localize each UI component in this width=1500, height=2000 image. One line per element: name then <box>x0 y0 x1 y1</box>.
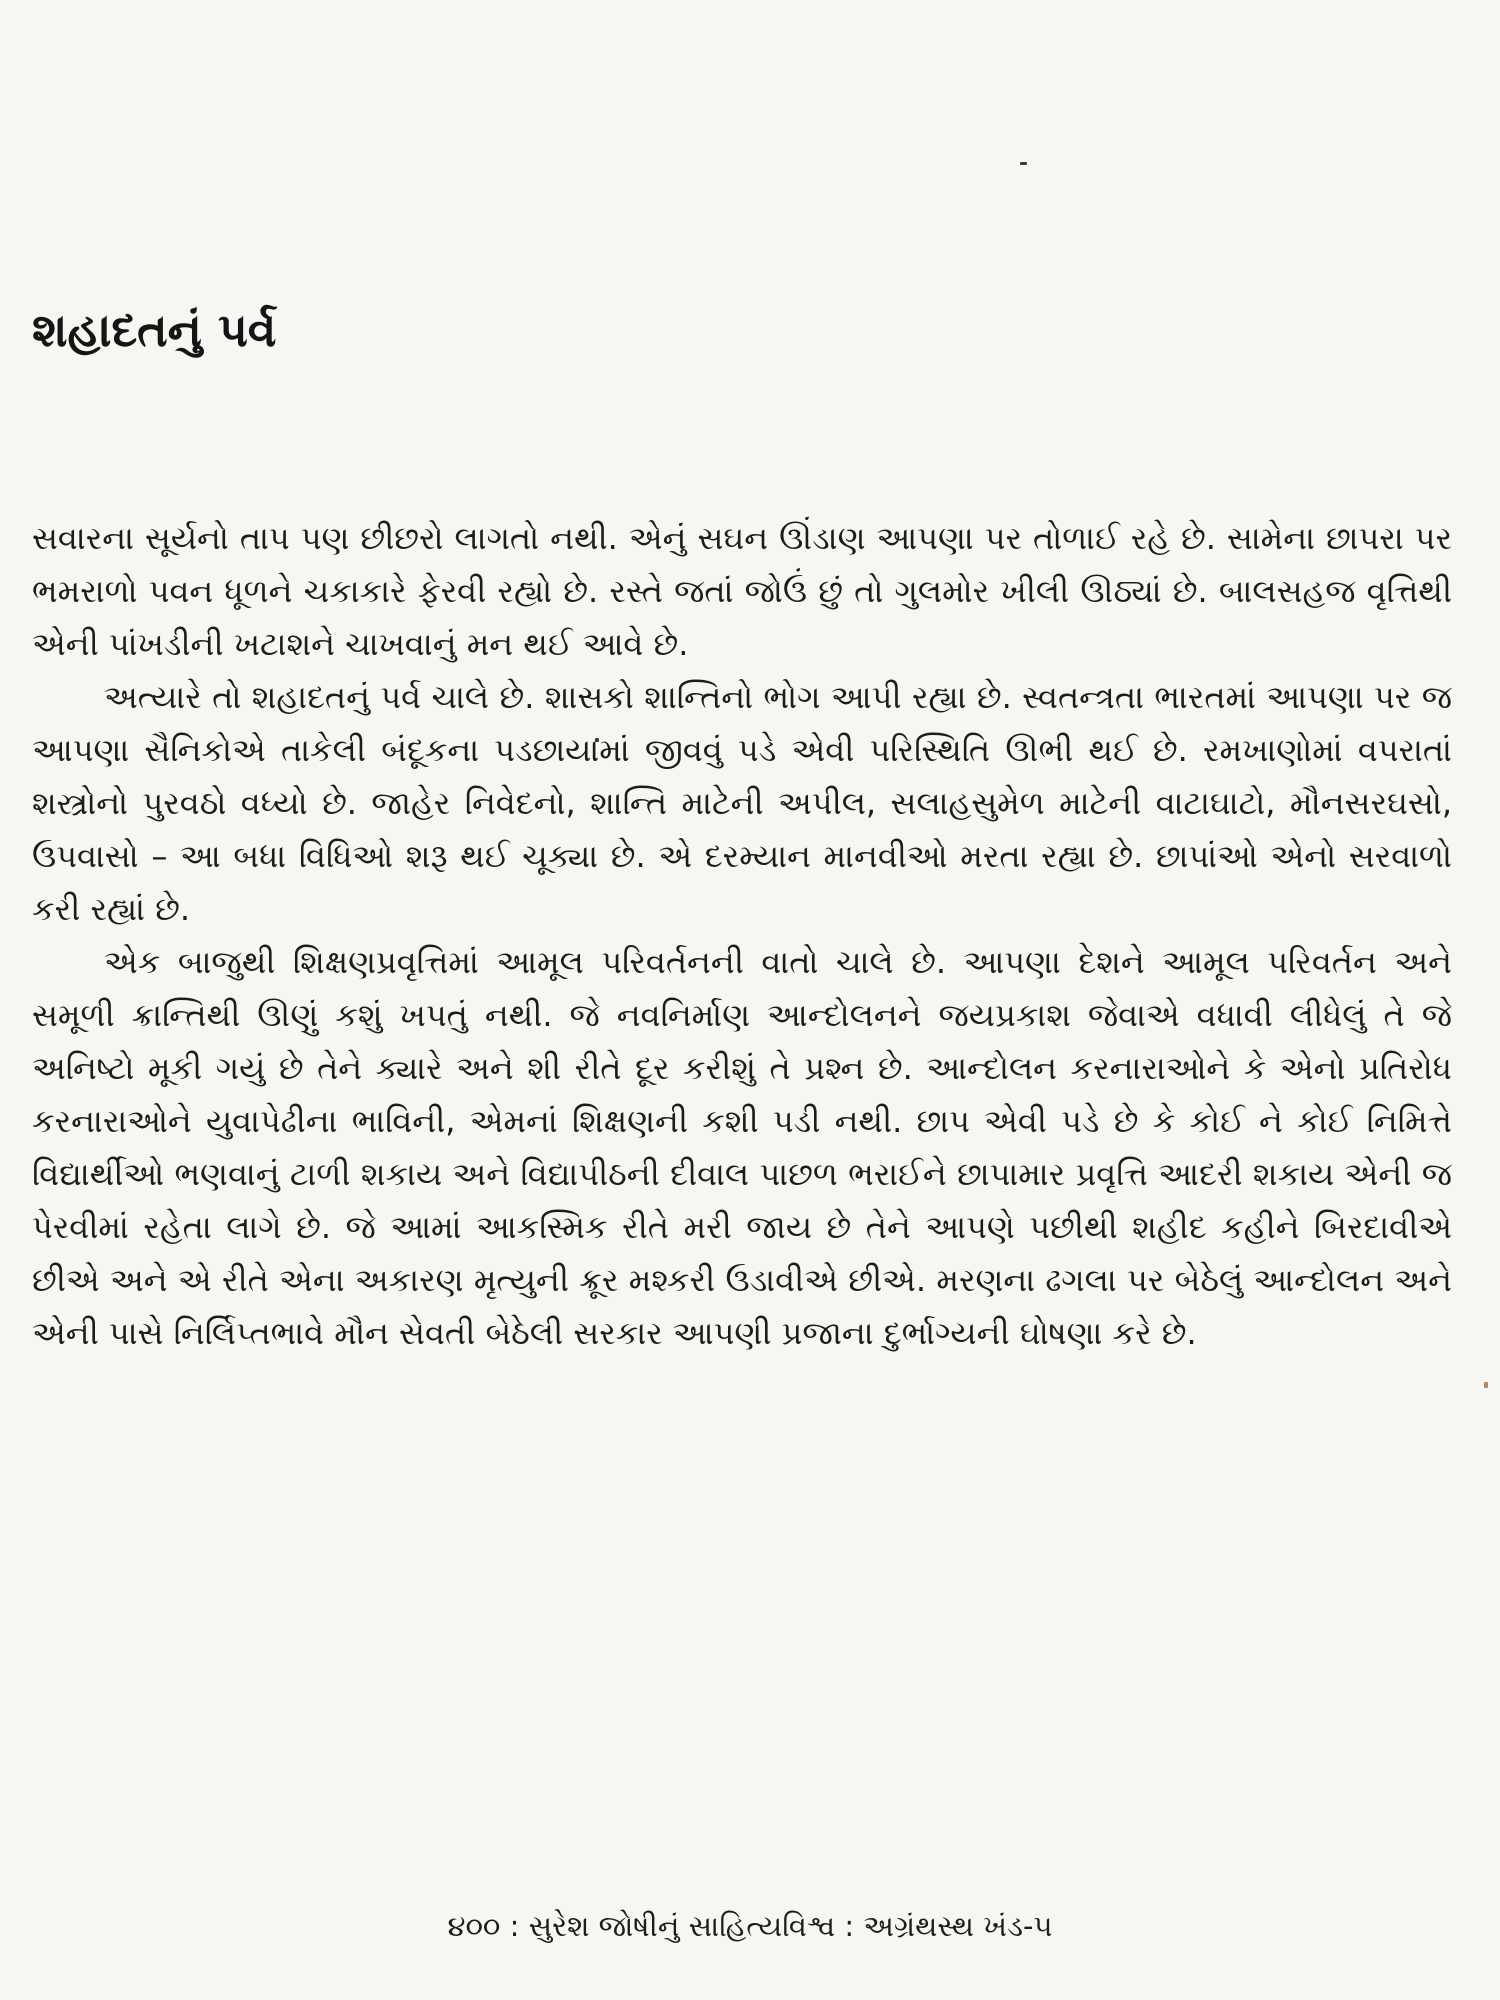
paragraph-3: એક બાજુથી શિક્ષણપ્રવૃત્તિમાં આમૂલ પરિવર્તનની વાતો ચાલે છે. આપણા દેશને આમૂલ પરિવર્તન અને સમૂળી ક્રાન્તિથી ઊણું કશું ખપતું નથી. જે નવનિર્માણ આન્દોલનને જયપ્રકાશ જેવાએ વધાવી લીધેલું તે જે અનિષ્ટો મૂકી ગયું છે તેને ક્યારે અને શી રીતે દૂર કરીશું તે પ્રશ્ન છે. આન્દોલન કરનારાઓને કે એનો પ્રતિરોધ કરનારાઓને યુવાપેઢીના ભાવિની, એમનાં શિક્ષણની કશી પડી નથી. છાપ એવી પડે છે કે કોઈ ને કોઈ નિમિત્તે વિદ્યાર્થીઓ ભણવાનું ટાળી શકાય અને વિદ્યાપીઠની દીવાલ પાછળ ભરાઈને છાપામાર પ્રવૃત્તિ આદરી શકાય એની જ પેરવીમાં રહેતા લાગે છે. જે આમાં આકસ્મિક રીતે મરી જાય છે તેને આપણે પછીથી શહીદ કહીને બિરદાવીએ છીએ અને એ રીતે એના અકારણ મૃત્યુની ક્રૂર મશ્કરી ઉડાવીએ છીએ. મરણના ઢગલા પર બેઠેલું આન્દોલન અને એની પાસે નિર્લિપ્તભાવે મૌન સેવતી બેઠેલી સરકાર આપણી પ્રજાના દુર્ભાગ્યની ઘોષણા કરે છે. <box>32 943 1452 1352</box>
page-footer: ૪૦૦ : સુરેશ જોષીનું સાહિત્યવિશ્વ : અગ્રંથસ્થ ખંડ-૫ <box>447 1909 1053 1943</box>
paragraph-2: અત્યારે તો શહાદતનું પર્વ ચાલે છે. શાસકો શાન્તિનો ભોગ આપી રહ્યા છે. સ્વતન્ત્રતા ભારતમાં આપણા પર જ આપણા સૈનિકોએ તાકેલી બંદૂકના પડછાયામાં જીવવું પડે એવી પરિસ્થિતિ ઊભી થઈ છે. રમખાણોમાં વપરાતાં શસ્ત્રોનો પુરવઠો વધ્યો છે. જાહેર નિવેદનો, શાન્તિ માટેની અપીલ, સલાહસુમેળ માટેની વાટાઘાટો, મૌનસરઘસો, ઉપવાસો – આ બધા વિધિઓ શરૂ થઈ ચૂક્યા છે. એ દરમ્યાન માનવીઓ મરતા રહ્યા છે. છાપાંઓ એનો સરવાળો કરી રહ્યાં છે. <box>32 678 1452 928</box>
scan-speck <box>1484 1382 1488 1388</box>
scan-speck <box>1020 162 1027 165</box>
article-body <box>32 512 1452 1360</box>
paragraph-1: સવારના સૂર્યનો તાપ પણ છીછરો લાગતો નથી. એનું સઘન ઊંડાણ આપણા પર તોળાઈ રહે છે. સામેના છાપરા પર ભમરાળો પવન ધૂળને ચકાકારે ફેરવી રહ્યો છે. રસ્તે જતાં જોઉં છું તો ગુલમોર ખીલી ઊઠ્યાં છે. બાલસહજ વૃત્તિથી એની પાંખડીની ખટાશને ચાખવાનું મન થઈ આવે છે. <box>32 519 1452 663</box>
page-title: શહાદતનું પર્વ <box>32 303 277 357</box>
